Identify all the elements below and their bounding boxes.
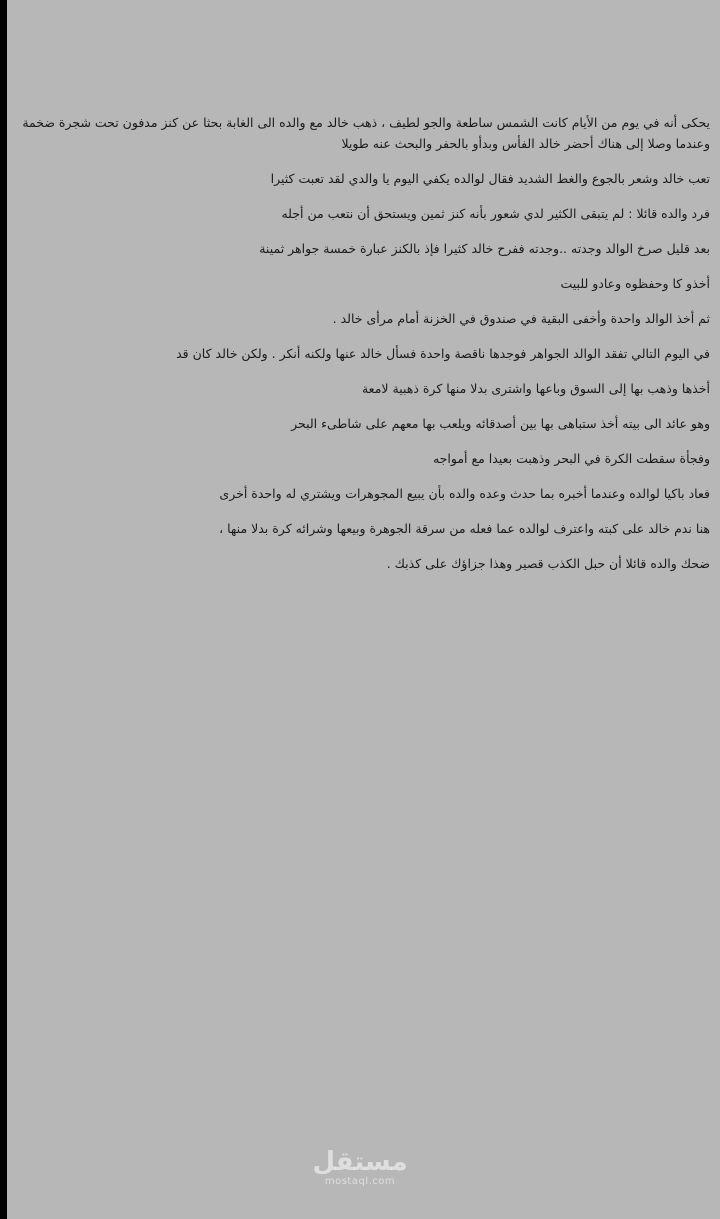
paragraph-6: ثم أخذ الوالد واحدة وأخفى البقية في صندوق في الخزنة أمام مرأى خالد . <box>332 311 710 326</box>
paragraph-8: أخذها وذهب بها إلى السوق وباعها واشترى بدلا منها كرة ذهبية لامعة <box>361 381 710 396</box>
paragraph-12: هنا ندم خالد على كبته واعترف لوالده عما فعله من سرقة الجوهرة وبيعها وشرائه كرة بدلا منها ، <box>219 521 710 536</box>
paragraph-1: يحكى أنه في يوم من الأيام كانت الشمس ساطعة والجو لطيف ، ذهب خالد مع والده الى الغابة بحثا عن كنز مدفون تحت شجرة ضخمة وعندما وصلا إلى هناك أحضر خالد الفأس وبدأو بالحفر والبحث عنه طويلا <box>22 115 710 151</box>
paragraph-4: بعد قليل صرخ الوالد وجدته ..وجدته ففرح خالد كثيرا فإذ بالكنز عبارة خمسة جواهر ثمينة <box>259 241 710 256</box>
document-body <box>11 112 710 574</box>
watermark-logo-text: مستقل <box>312 1147 408 1177</box>
paragraph-7: في اليوم التالي تفقد الوالد الجواهر فوجدها ناقصة واحدة فسأل خالد عنها ولكنه أنكر . ولكن خالد كان قد <box>176 346 710 361</box>
paragraph-5: أخذو كا وحفظوه وعادو للبيت <box>560 276 710 291</box>
paragraph-3: فرد والده قائلا : لم يتبقى الكثير لدي شعور بأنه كنز ثمين ويستحق أن نتعب من أجله <box>281 206 710 221</box>
document-page <box>7 0 720 1219</box>
paragraph-13: ضحك والده قائلا أن حبل الكذب قصير وهذا جزاؤك على كذبك . <box>386 556 710 571</box>
watermark-domain: mostaql.com <box>324 1176 396 1187</box>
paragraph-2: تعب خالد وشعر بالجوع والغط الشديد فقال لوالده يكفي اليوم يا والدي لقد تعبت كثيرا <box>270 171 710 186</box>
paragraph-9: وهو عائد الى بيته أخذ ستباهى بها بين أصدقائه ويلعب بها معهم على شاطىء البحر <box>291 416 710 431</box>
mostaql-watermark <box>300 1148 420 1188</box>
paragraph-11: فعاد باكيا لوالده وعندما أخبره بما حدث وعده والده بأن يبيع المجوهرات ويشتري له واحدة أخرى <box>219 486 710 501</box>
paragraph-10: وفجأة سقطت الكرة في البحر وذهبت بعيدا مع أمواجه <box>432 451 710 466</box>
